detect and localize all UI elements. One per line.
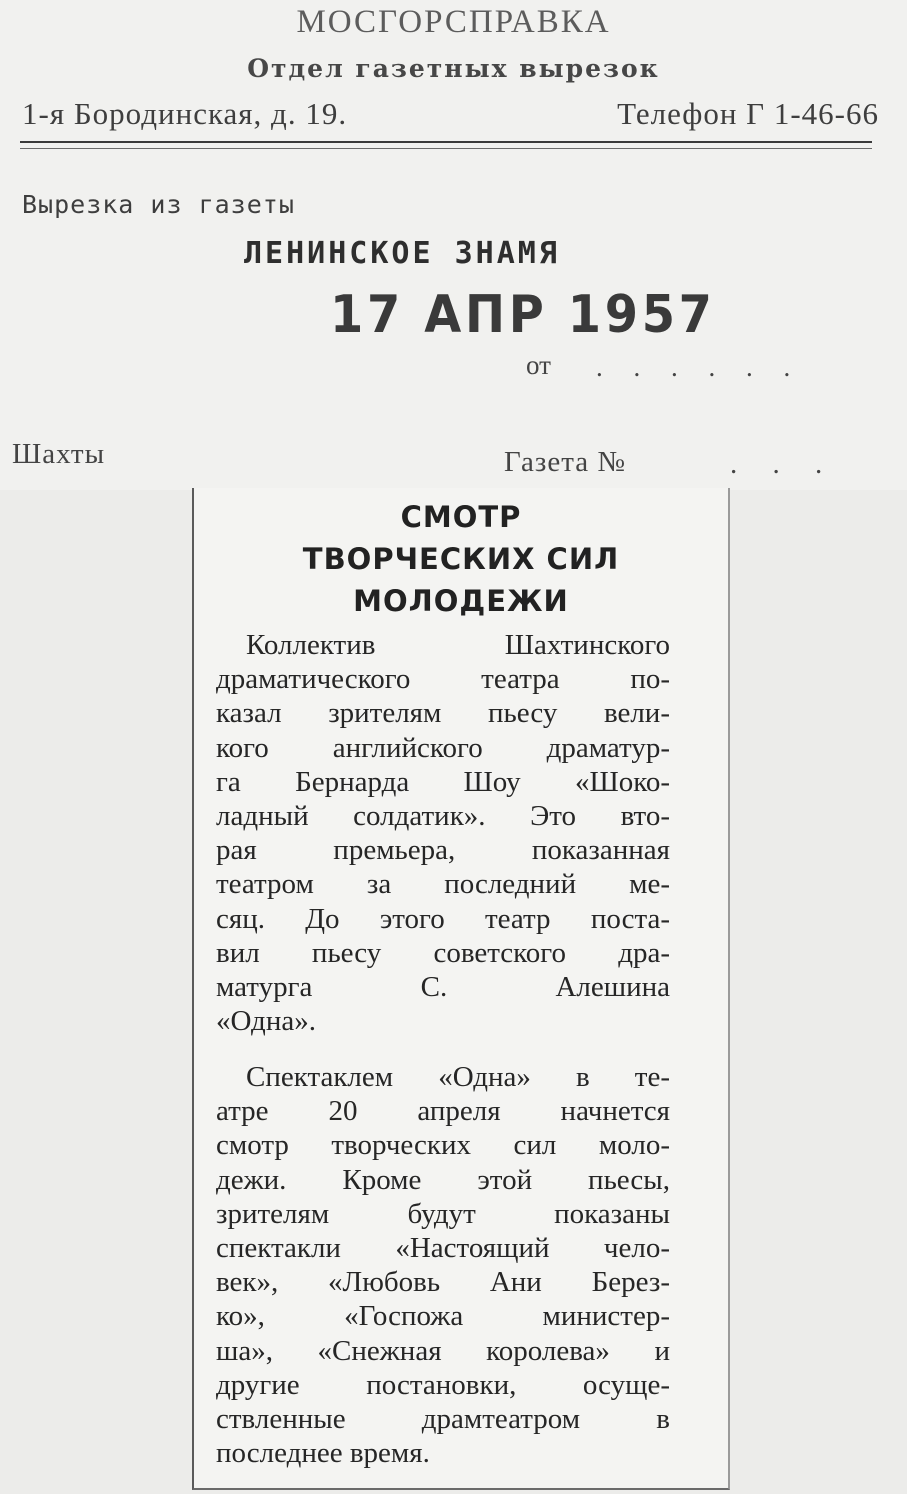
header-rule — [20, 141, 872, 143]
article-line: ша», «Снежная королева» и — [216, 1334, 670, 1367]
article-line: Спектаклем «Одна» в те- — [246, 1061, 670, 1093]
article-line: театром за последний ме- — [216, 868, 670, 901]
article-line: дежи. Кроме этой пьесы, — [216, 1163, 670, 1196]
article-line: зрителям будут показаны — [216, 1197, 670, 1230]
article-line: казал зрителям пьесу вели- — [216, 697, 670, 730]
article-line: Коллектив Шахтинского — [246, 629, 670, 661]
issue-label: Газета № — [504, 446, 627, 478]
article-line: га Бернарда Шоу «Шоко- — [216, 765, 670, 798]
article-line: драматического театра по- — [216, 663, 670, 696]
newspaper-clipping — [192, 488, 730, 1490]
headline-line: МОЛОДЕЖИ — [353, 584, 569, 618]
article-line: сяц. До этого театр поста- — [216, 902, 670, 935]
article-line: атре 20 апреля начнется — [216, 1095, 670, 1128]
article-line: матурга С. Алешина — [216, 970, 670, 1003]
date-from-label: от — [526, 350, 551, 380]
header-rule-thin — [20, 148, 872, 149]
article-line: век», «Любовь Ани Берез- — [216, 1266, 670, 1299]
article-line: спектакли «Настоящий чело- — [216, 1231, 670, 1264]
clipping-header-form — [0, 0, 907, 490]
article-line: рая премьера, показанная — [216, 834, 670, 867]
date-stamp: 17 АПР 1957 — [330, 285, 716, 345]
issue-dots: . . . — [730, 448, 837, 480]
article-paragraph-2 — [216, 1060, 670, 1470]
article-paragraph-1 — [216, 628, 670, 1038]
agency-name: МОСГОРСПРАВКА — [296, 4, 611, 40]
article-line: кого английского драматур- — [216, 731, 670, 764]
newspaper-name: ЛЕНИНСКОЕ ЗНАМЯ — [244, 236, 560, 271]
article-line: вил пьесу советского дра- — [216, 936, 670, 969]
article-line: последнее время. — [216, 1437, 430, 1470]
headline-line: СМОТР — [400, 500, 522, 534]
city-name: Шахты — [12, 438, 106, 470]
article-headline — [194, 496, 728, 622]
headline-line: ТВОРЧЕСКИХ СИЛ — [302, 542, 620, 576]
department-name: Отдел газетных вырезок — [247, 54, 660, 83]
article-line: другие постановки, осуще- — [216, 1368, 670, 1401]
agency-address: 1-я Бородинская, д. 19. — [22, 96, 348, 131]
article-line: смотр творческих сил моло- — [216, 1129, 670, 1162]
article-line: ладный солдатик». Это вто- — [216, 799, 670, 832]
article-line: ко», «Госпожа министер- — [216, 1300, 670, 1333]
agency-phone: Телефон Г 1-46-66 — [617, 96, 879, 131]
article-line: «Одна». — [216, 1005, 316, 1038]
article-line: ствленные драмтеатром в — [216, 1402, 670, 1435]
clipping-label: Вырезка из газеты — [22, 190, 295, 219]
date-dots: . . . . . . — [596, 352, 803, 382]
